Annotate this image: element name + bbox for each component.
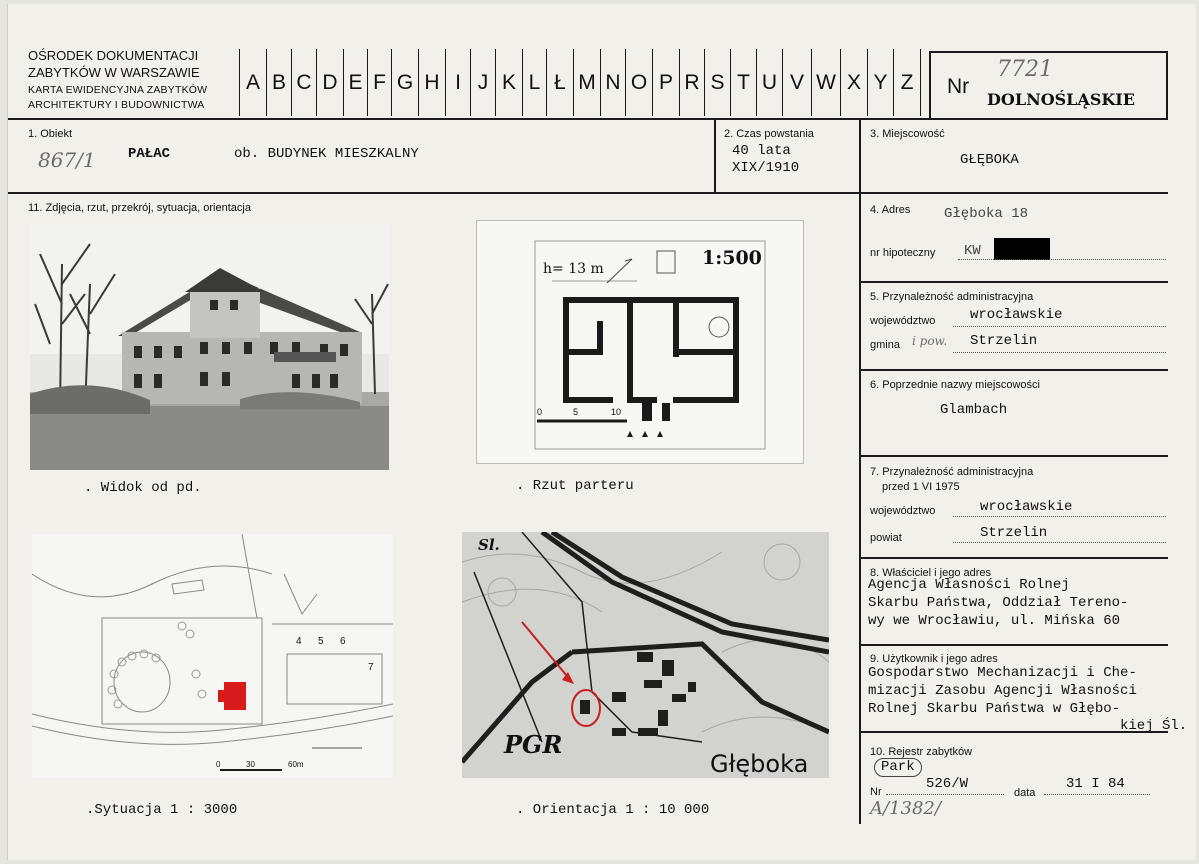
situation-scalebar-30: 30: [246, 760, 255, 769]
gmina-handwritten: i pow.: [912, 334, 948, 348]
institution-line-4: ARCHITEKTURY I BUDOWNICTWA: [28, 99, 205, 111]
czas-line-1: 40 lata: [732, 143, 791, 159]
divider: [859, 281, 1168, 283]
index-letter-U: U: [757, 49, 783, 116]
divider: [859, 455, 1168, 457]
index-letter-Ł: Ł: [547, 49, 574, 116]
uzytkownik-line-4: kiej Śl.: [1120, 718, 1188, 734]
institution-line-1: OŚRODEK DOKUMENTACJI: [28, 48, 199, 63]
map-label-town: Głęboka: [710, 750, 809, 778]
index-letter-R: R: [680, 49, 705, 116]
index-letter-T: T: [731, 49, 757, 116]
divider: [8, 118, 1168, 120]
poprzednie-label: 6. Poprzednie nazwy miejscowości: [870, 379, 1040, 391]
orientation-map: [462, 532, 829, 778]
index-letter-M: M: [574, 49, 601, 116]
wlasciciel-line-1: Agencja Własności Rolnej: [868, 577, 1070, 593]
wojewodztwo-label: województwo: [870, 315, 936, 327]
rejestr-label: 10. Rejestr zabytków: [870, 746, 973, 758]
czas-label: 2. Czas powstania: [724, 128, 814, 140]
plan-scalebar-5: 5: [573, 407, 579, 417]
rejestr-data-label: data: [1014, 787, 1036, 799]
wojewodztwo-przed-value: wrocławskie: [980, 499, 1073, 515]
index-letter-D: D: [317, 49, 344, 116]
rejestr-nr-label: Nr: [870, 786, 882, 798]
index-letter-P: P: [653, 49, 680, 116]
divider: [859, 644, 1168, 646]
site-number-4: 4: [296, 636, 302, 647]
map-label-pgr: PGR: [504, 730, 563, 759]
miejscowosc-value: GŁĘBOKA: [960, 152, 1019, 168]
institution-line-2: ZABYTKÓW W WARSZAWIE: [28, 65, 200, 80]
divider: [859, 557, 1168, 559]
zdjecia-label: 11. Zdjęcia, rzut, przekrój, sytuacja, orientacja: [28, 202, 251, 214]
index-letter-G: G: [392, 49, 419, 116]
caption-photo: . Widok od pd.: [84, 480, 202, 496]
situation-scalebar-0: 0: [216, 760, 221, 769]
index-letter-C: C: [292, 49, 317, 116]
fill-line: [958, 259, 1166, 260]
obiekt-name: PAŁAC: [128, 146, 171, 162]
rejestr-park: Park: [874, 758, 922, 777]
site-number-5: 5: [318, 636, 324, 647]
nr-label: Nr: [947, 75, 970, 98]
fill-line: [953, 542, 1166, 543]
gmina-label: gmina: [870, 339, 900, 351]
wlasciciel-line-3: wy we Wrocławiu, ul. Mińska 60: [868, 613, 1121, 629]
floor-plan: [476, 220, 804, 464]
building-photo: [30, 224, 389, 470]
obiekt-current-use: ob. BUDYNEK MIESZKALNY: [234, 146, 419, 162]
index-letter-L: L: [523, 49, 547, 116]
index-letter-X: X: [841, 49, 868, 116]
site-number-7: 7: [368, 662, 374, 673]
rejestr-hand-note: A/1382/: [870, 798, 941, 819]
fill-line: [953, 326, 1166, 327]
divider: [8, 192, 1168, 194]
divider: [714, 118, 716, 194]
uzytkownik-label: 9. Użytkownik i jego adres: [870, 653, 998, 665]
czas-line-2: XIX/1910: [732, 160, 800, 176]
map-label-sl: Sl.: [478, 536, 500, 554]
hipoteczny-value: KW: [964, 243, 981, 259]
gmina-value: Strzelin: [970, 333, 1038, 349]
adres-label: 4. Adres: [870, 204, 911, 216]
plan-height: h= 13 m: [543, 261, 604, 277]
divider: [859, 369, 1168, 371]
uzytkownik-line-3: Rolnej Skarbu Państwa w Głębo-: [868, 701, 1121, 717]
nr-handwritten: 7721: [997, 57, 1053, 82]
redaction-box: [994, 238, 1050, 260]
region-name: DOLNOŚLĄSKIE: [987, 90, 1135, 109]
fill-line: [953, 352, 1166, 353]
index-letter-S: S: [705, 49, 731, 116]
wojewodztwo-przed-label: województwo: [870, 505, 936, 517]
fill-line: [1044, 794, 1150, 795]
miejscowosc-label: 3. Miejscowość: [870, 128, 945, 140]
divider: [859, 118, 861, 824]
index-letter-J: J: [471, 49, 496, 116]
wlasciciel-line-2: Skarbu Państwa, Oddział Tereno-: [868, 595, 1129, 611]
powiat-label: powiat: [870, 532, 902, 544]
adres-value: Głęboka 18: [944, 206, 1029, 222]
fill-line: [953, 516, 1166, 517]
poprzednie-value: Glambach: [940, 402, 1008, 418]
uzytkownik-line-2: mizacji Zasobu Agencji Własności: [868, 683, 1137, 699]
rejestr-data-value: 31 I 84: [1066, 776, 1125, 792]
index-letter-I: I: [446, 49, 471, 116]
site-number-6: 6: [340, 636, 346, 647]
index-letters: [239, 49, 921, 116]
index-letter-E: E: [344, 49, 368, 116]
hipoteczny-label: nr hipoteczny: [870, 247, 936, 259]
index-letter-K: K: [496, 49, 523, 116]
index-letter-Z: Z: [894, 49, 921, 116]
rejestr-nr-value: 526/W: [926, 776, 969, 792]
record-card: [7, 4, 1196, 860]
przynaleznosc-label: 5. Przynależność administracyjna: [870, 291, 1034, 303]
index-letter-A: A: [239, 49, 267, 116]
plan-scale: 1:500: [702, 247, 762, 269]
plan-scalebar-0: 0: [537, 407, 543, 417]
fill-line: [886, 794, 1004, 795]
przynaleznosc-przed-label-1: 7. Przynależność administracyjna: [870, 466, 1034, 478]
index-letter-W: W: [812, 49, 841, 116]
caption-plan: . Rzut parteru: [516, 478, 634, 494]
index-letter-H: H: [419, 49, 446, 116]
wlasciciel-label: 8. Właściciel i jego adres: [870, 567, 992, 579]
situation-scalebar-60: 60m: [288, 760, 304, 769]
index-letter-V: V: [783, 49, 812, 116]
caption-situation: .Sytuacja 1 : 3000: [86, 802, 238, 818]
powiat-value: Strzelin: [980, 525, 1048, 541]
obiekt-label: 1. Obiekt: [28, 128, 73, 140]
situation-plan: [32, 534, 393, 778]
caption-orientation: . Orientacja 1 : 10 000: [516, 802, 710, 818]
index-letter-B: B: [267, 49, 292, 116]
plan-scalebar-10: 10: [611, 407, 622, 417]
nr-box: [929, 51, 1168, 120]
uzytkownik-line-1: Gospodarstwo Mechanizacji i Che-: [868, 665, 1137, 681]
przynaleznosc-przed-label-2: przed 1 VI 1975: [882, 481, 960, 493]
index-letter-F: F: [368, 49, 392, 116]
obiekt-handwritten: 867/1: [38, 148, 96, 172]
index-letter-Y: Y: [868, 49, 894, 116]
institution-line-3: KARTA EWIDENCYJNA ZABYTKÓW: [28, 84, 208, 96]
index-letter-N: N: [601, 49, 626, 116]
index-letter-O: O: [626, 49, 653, 116]
wojewodztwo-value: wrocławskie: [970, 307, 1063, 323]
